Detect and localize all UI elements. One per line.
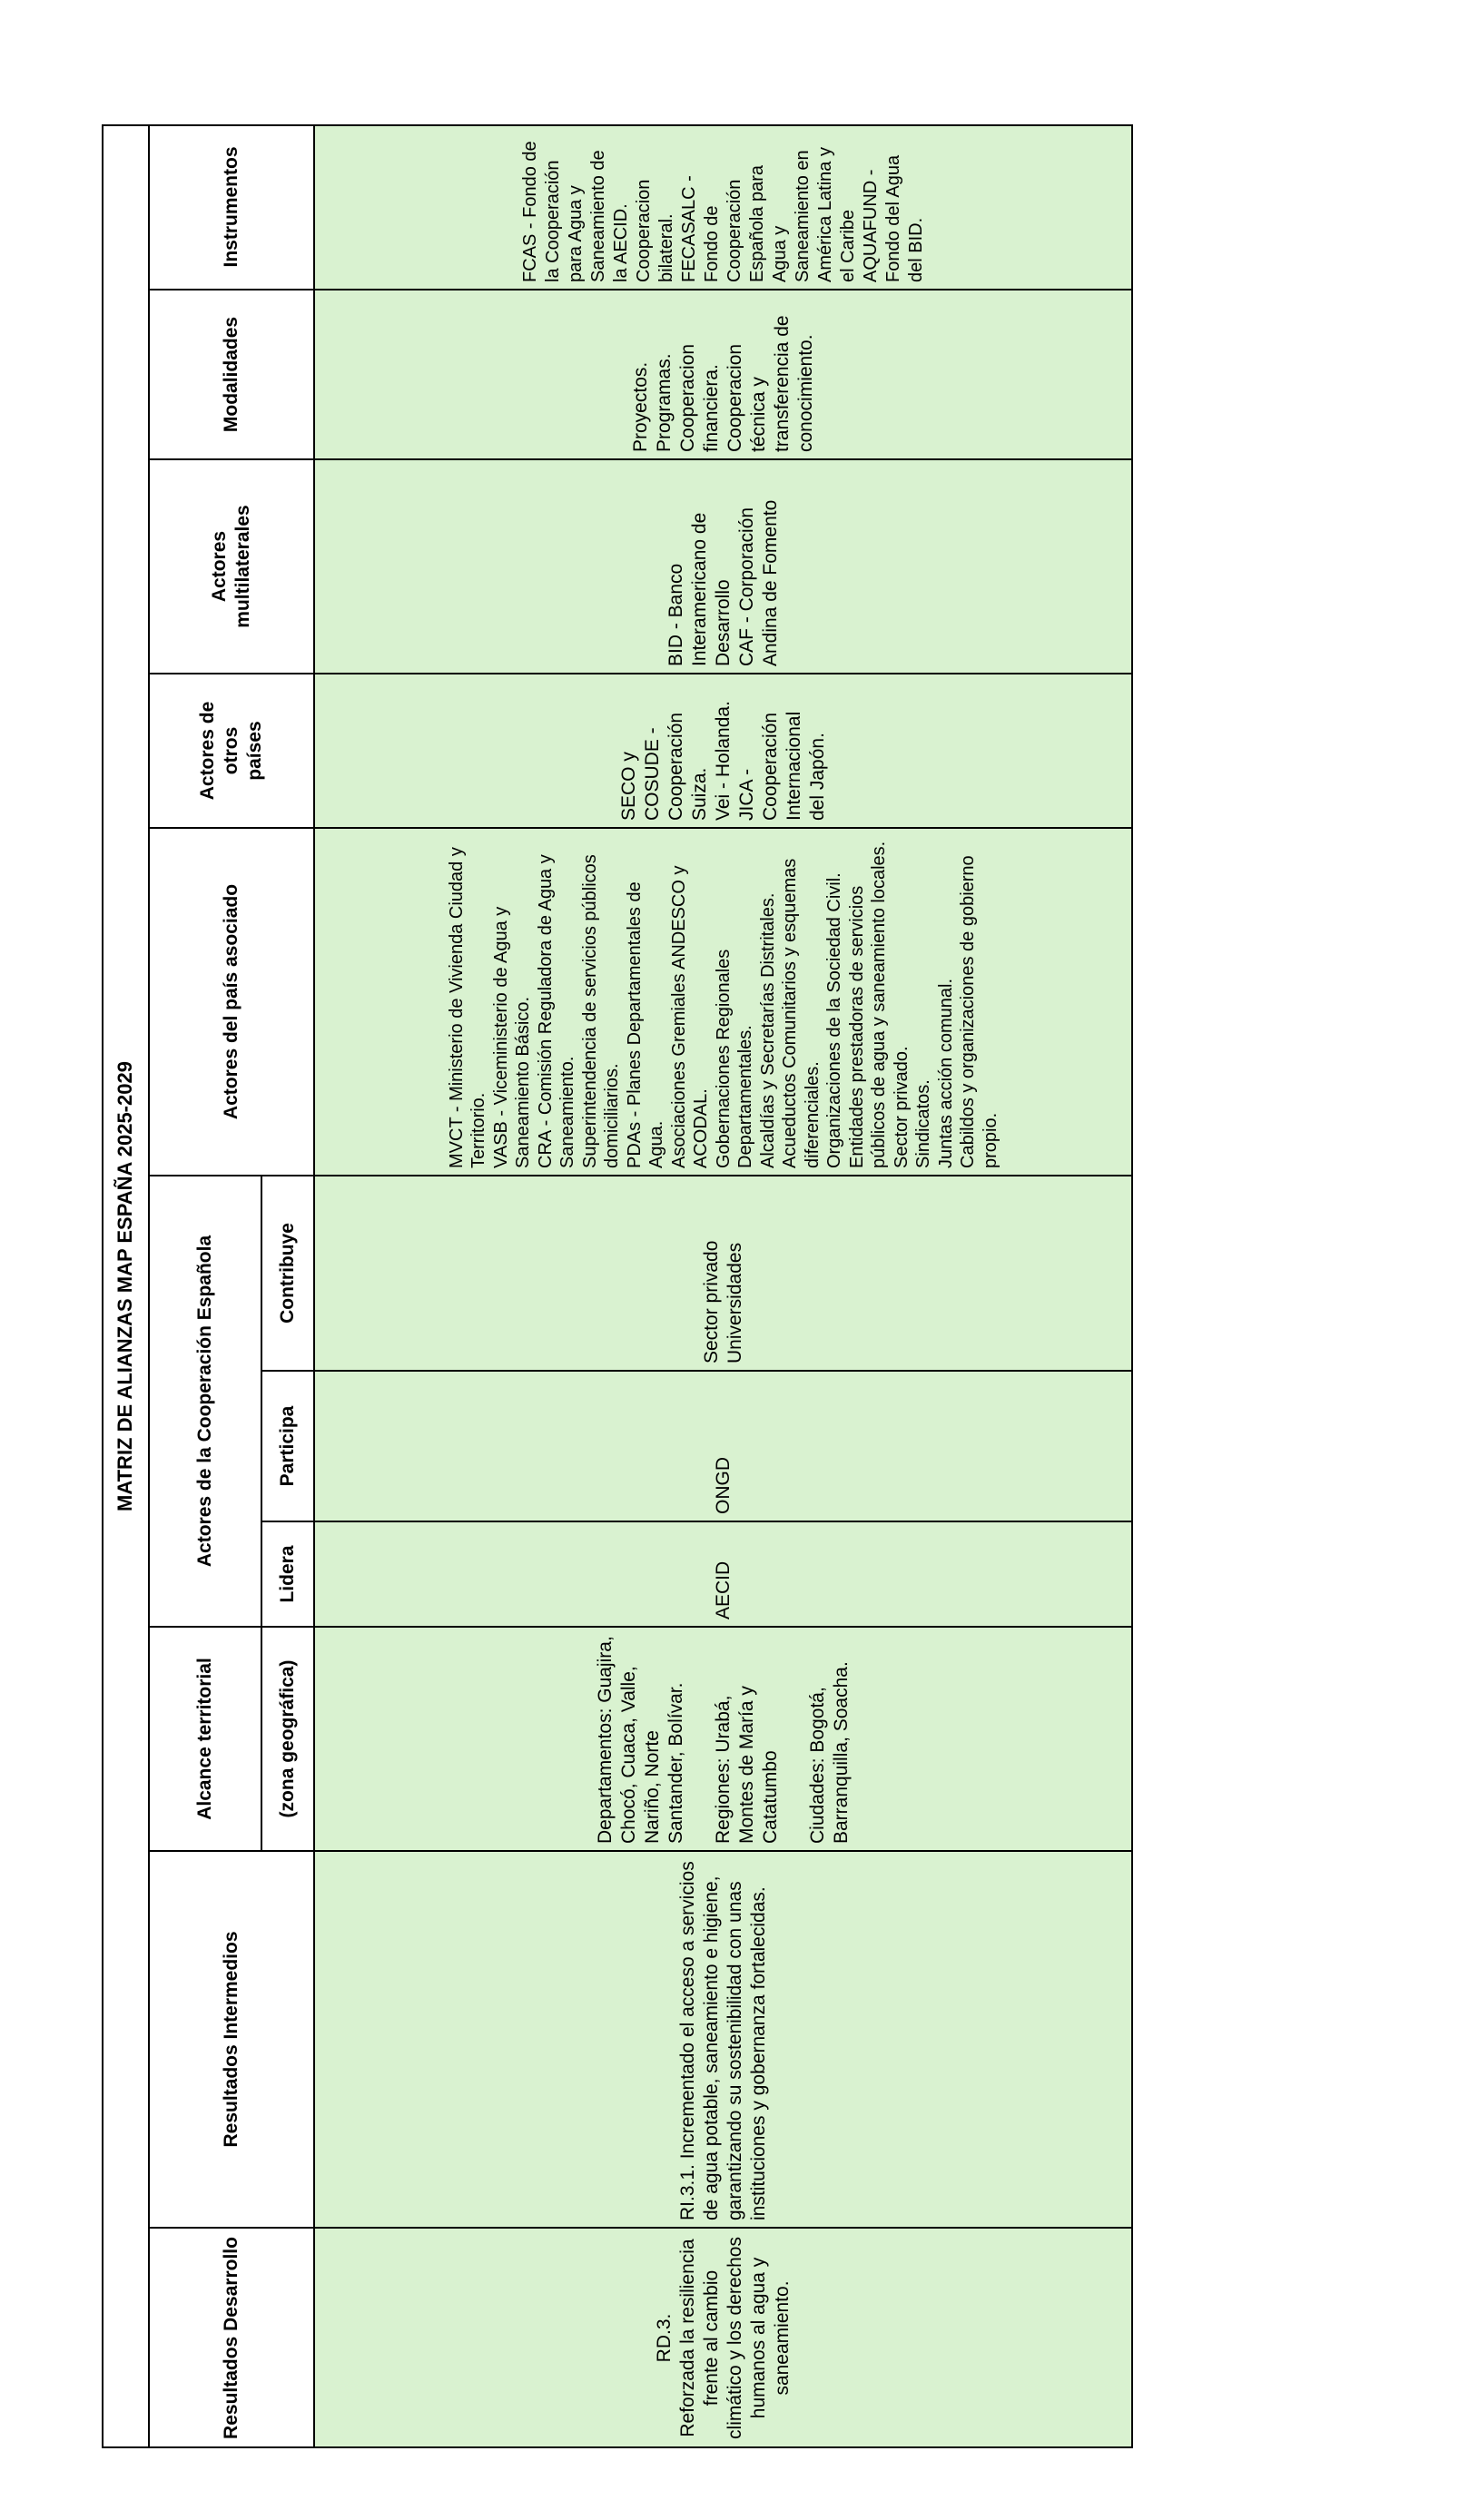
- cell-lidera: AECID: [314, 1521, 1133, 1627]
- cell-resultado-desarrollo: RD.3. Reforzada la resiliencia frente al cambio climático y los derechos humanos al agua y saneamiento.: [314, 2228, 1133, 2448]
- header-lidera: Lidera: [277, 1545, 298, 1603]
- grid-line: [102, 2446, 1133, 2448]
- header-actores-otros-paises: Actores de otros países: [197, 701, 265, 801]
- grid-line: [261, 1176, 262, 1851]
- cell-actores-pais: MVCT - Ministerio de Vivienda Ciudad y Territorio. VASB - Viceministerio de Agua y Saneamiento Básico. CRA - Comisión Reguladora de Agua y Saneamiento. Superintendencia de servicios públicos domiciliarios. PDAs - Planes Departamentales de Agua. Asociaciones Gremiales ANDESCO y ACODAL. Gobernaciones Regionales Departamentales. Alcaldías y Secretarías Distritales. Acueductos Comunitarios y esquemas diferenciales. Organizaciones de la Sociedad Civil. Entidades prestadoras de servicios públicos de agua y saneamiento locales. Sector privado. Sindicatos. Juntas acción comunal. Cabildos y organizaciones de gobierno propio.: [314, 828, 1133, 1176]
- header-modalidades: Modalidades: [221, 316, 242, 433]
- cell-resultado-intermedio: RI.3.1. Incrementado el acceso a servicios de agua potable, saneamiento e higiene, garantizando su sostenibilidad con unas instituciones y gobernanza fortalecidas.: [314, 1851, 1133, 2228]
- alliance-matrix-table: [102, 124, 1133, 2448]
- grid-line: [149, 458, 1133, 460]
- grid-line: [149, 1626, 1133, 1628]
- grid-line: [261, 1370, 1133, 1372]
- header-actores-pais: Actores del país asociado: [221, 883, 242, 1120]
- cell-alcance-territorial: Departamentos: Guajira, Chocó, Cuaca, Valle, Nariño, Norte Santander, Bolívar. Regiones: Urabá, Montes de María y Catatumbo Ciudades: Bogotá, Barranquilla, Soacha.: [314, 1627, 1133, 1851]
- grid-line: [102, 124, 104, 2448]
- header-actores-cooperacion: Actores de la Cooperación Española: [194, 1235, 215, 1568]
- header-zona-geografica: (zona geográfica): [277, 1659, 298, 1818]
- grid-line: [102, 124, 1133, 126]
- grid-line: [313, 124, 315, 2448]
- grid-line: [149, 2227, 1133, 2229]
- grid-line: [261, 1521, 1133, 1522]
- cell-contribuye: Sector privado Universidades: [314, 1176, 1133, 1371]
- header-actores-multilaterales: Actores multilaterales: [209, 505, 253, 628]
- cell-actores-multilaterales: BID - Banco Interamericano de Desarrollo CAF - Corporación Andina de Fomento: [314, 459, 1133, 674]
- header-instrumentos: Instrumentos: [221, 146, 242, 268]
- header-contribuye: Contribuye: [277, 1223, 298, 1324]
- cell-instrumentos: FCAS - Fondo de la Cooperación para Agua y Saneamiento de la AECID. Cooperacion bilateral. FECASALC - Fondo de Cooperación Española para Agua y Saneamiento en América Latina y el Caribe AQUAFUND - Fondo del Agua del BID.: [314, 124, 1133, 290]
- header-alcance-territorial: Alcance territorial: [194, 1658, 215, 1820]
- header-participa: Participa: [277, 1405, 298, 1487]
- table-title: MATRIZ DE ALIANZAS MAP ESPAÑA 2025-2029: [113, 1061, 136, 1511]
- header-resultados-intermedios: Resultados Intermedios: [221, 1931, 242, 2148]
- grid-line: [149, 827, 1133, 829]
- grid-line: [1131, 124, 1133, 2448]
- cell-participa: ONGD: [314, 1371, 1133, 1521]
- grid-line: [149, 673, 1133, 674]
- grid-line: [149, 289, 1133, 290]
- cell-actores-otros-paises: SECO y COSUDE - Cooperación Suiza. Vei - Holanda. JICA - Cooperación Internacional del Japón.: [314, 674, 1133, 828]
- header-resultados-desarrollo: Resultados Desarrollo: [221, 2237, 242, 2439]
- cell-modalidades: Proyectos. Programas. Cooperacion financiera. Cooperacion técnica y transferencia de conocimiento.: [314, 290, 1133, 459]
- grid-line: [148, 124, 150, 2448]
- grid-line: [149, 1850, 1133, 1852]
- grid-line: [149, 1175, 1133, 1176]
